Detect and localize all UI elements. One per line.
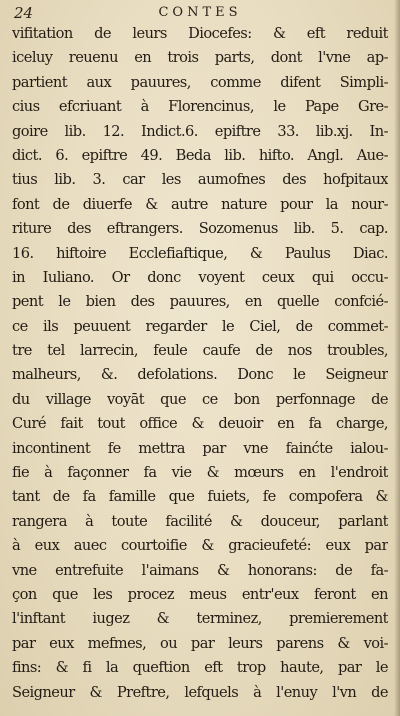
text-line: vne entrefuite l'aimans & honorans: de fa- [12,561,388,579]
text-line: çon que les procez meus entr'eux feront en [12,585,388,603]
text-line: Curé fait tout office & deuoir en fa charge, [12,415,388,433]
text-line: iceluy reuenu en trois parts, dont l'vne ap- [12,49,388,67]
text-line: cius efcriuant à Florencinus, le Pape Gre- [12,98,388,116]
text-line: vifitation de leurs Diocefes: & eft reduit [12,25,388,42]
text-line: ce ils peuuent regarder le Ciel, de commet- [12,317,388,335]
text-line: tius lib. 3. car les aumofnes des hofpitaux [12,171,388,189]
text-line: par eux mefmes, ou par leurs parens & voi- [12,634,388,652]
text-line: partient aux pauures, comme difent Simpli- [12,73,388,91]
text-line: l'inftant iugez & terminez, premierement [12,610,388,628]
page-number: 24 [14,4,34,22]
text-line: du village voyāt que ce bon perfonnage de [12,390,388,408]
text-line: tant de fa famille que fuiets, fe compofera & [12,488,388,506]
running-head: CONTES [158,5,242,20]
page-header [14,4,386,24]
text-line: Seigneur & Preftre, lefquels à l'enuy l'vn de [12,683,388,701]
text-line: 16. hiftoire Ecclefiaftique, & Paulus Diac. [12,244,388,262]
text-line: à eux auec courtoifie & gracieufeté: eux par [12,537,388,555]
text-line: dict. 6. epiftre 49. Beda lib. hifto. Angl. Aue- [12,146,388,164]
text-line: fins: & fi la queftion eft trop haute, par le [12,659,388,677]
text-line: incontinent fe mettra par vne fainćte ialou- [12,439,388,457]
text-line: font de diuerfe & autre nature pour la nour- [12,195,388,213]
text-line: in Iuliano. Or donc voyent ceux qui occu- [12,268,388,286]
text-line: pent le bien des pauures, en quelle confcié- [12,293,388,311]
text-line: goire lib. 12. Indict.6. epiftre 33. lib.xj. In- [12,122,388,140]
text-line: tre tel larrecin, feule caufe de nos troubles, [12,342,388,360]
body-text [12,22,388,705]
text-line: malheurs, &. defolations. Donc le Seigneur [12,366,388,384]
text-line: fie à façonner fa vie & mœurs en l'endroit [12,464,388,482]
text-line: riture des eftrangers. Sozomenus lib. 5. cap. [12,220,388,238]
text-line: rangera à toute facilité & douceur, parlant [12,512,388,530]
